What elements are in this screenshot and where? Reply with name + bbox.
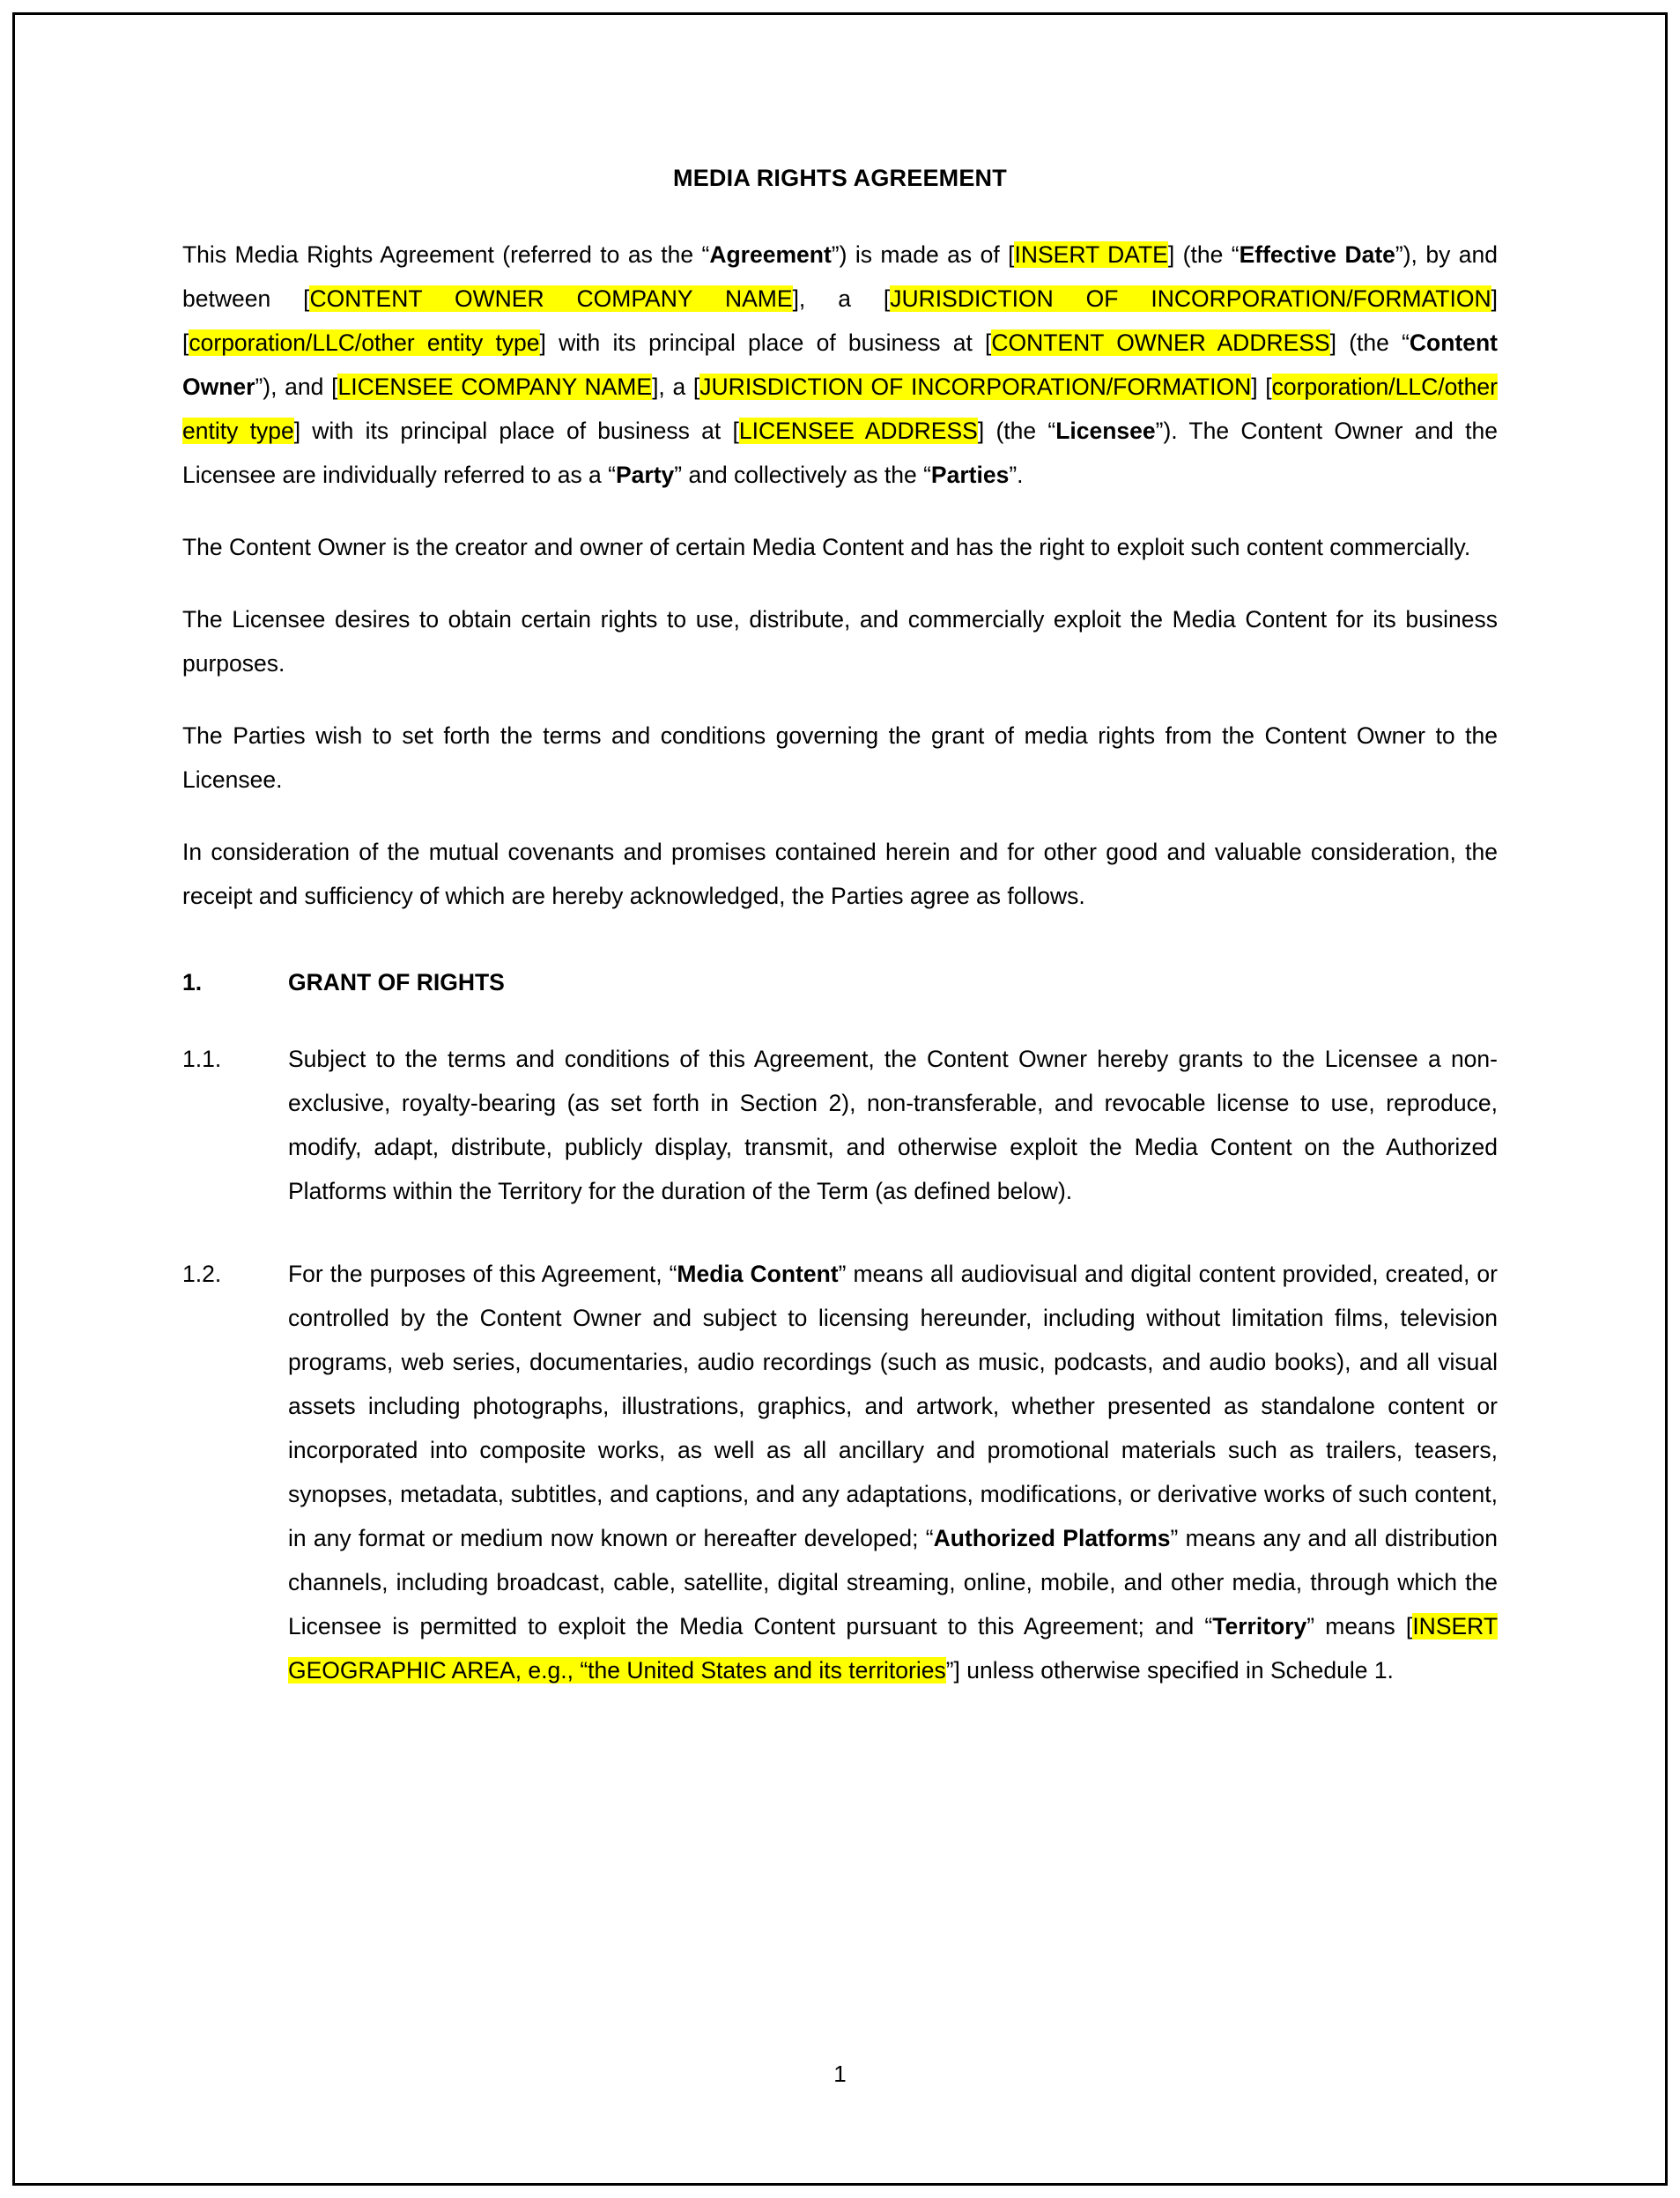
term-territory: Territory <box>1212 1613 1307 1639</box>
placeholder-content-owner-address: CONTENT OWNER ADDRESS <box>991 329 1330 356</box>
text-fragment: ], a [ <box>792 285 891 312</box>
clause-1-2 <box>182 1252 1498 1692</box>
text-fragment: This Media Rights Agreement (referred to as the “ <box>182 241 710 268</box>
term-effective-date: Effective Date <box>1239 241 1395 268</box>
clause-1-2-number: 1.2. <box>182 1261 222 1287</box>
preamble-paragraph-4: The Parties wish to set forth the terms and conditions governing the grant of media rights from the Content Owner to the Licensee. <box>182 722 1498 793</box>
text-fragment: ], a [ <box>652 374 700 400</box>
text-fragment: ” means all audiovisual and digital content provided, created, or controlled by the Content Owner and subject to licensing hereunder, including without limitation films, television programs, web series, documentaries, audio recordings (such as music, podcasts, and audio books), and all visual assets including photographs, illustrations, graphics, and artwork, whether presented as standalone content or incorporated into composite works, as well as all ancillary and promotional materials such as trailers, teasers, synopses, metadata, subtitles, and captions, and any adaptations, modifications, or derivative works of such content, in any format or medium now known or hereafter developed; “ <box>288 1261 1498 1551</box>
text-fragment: ” means [ <box>1306 1613 1413 1639</box>
placeholder-licensee-entity-type: corporation/LLC/other entity type <box>182 374 1498 444</box>
text-fragment: ] (the “ <box>1329 329 1410 356</box>
term-parties: Parties <box>930 462 1010 488</box>
clause-1-1 <box>182 1037 1498 1213</box>
term-content-owner: Content Owner <box>182 329 1498 400</box>
text-fragment: ] [ <box>182 285 1498 356</box>
text-fragment: ”). The Content Owner and the Licensee are individually referred to as a “ <box>182 418 1498 488</box>
placeholder-licensee-jurisdiction: JURISDICTION OF INCORPORATION/FORMATION <box>699 374 1252 400</box>
term-media-content: Media Content <box>677 1261 839 1287</box>
preamble-paragraph-2: The Content Owner is the creator and owner of certain Media Content and has the right to exploit such content commercially. <box>182 534 1471 560</box>
clause-1-1-number: 1.1. <box>182 1046 222 1072</box>
text-fragment: ” means any and all distribution channels, including broadcast, cable, satellite, digital streaming, online, mobile, and other media, through which the Licensee is permitted to exploit the Media Content pursuant to this Agreement; and “ <box>288 1525 1498 1639</box>
text-fragment: ] (the “ <box>977 418 1056 444</box>
placeholder-content-owner-company-name: CONTENT OWNER COMPANY NAME <box>309 285 793 312</box>
placeholder-owner-entity-type: corporation/LLC/other entity type <box>189 329 540 356</box>
placeholder-territory: INSERT GEOGRAPHIC AREA, e.g., “the United States and its territories <box>288 1613 1499 1684</box>
preamble-paragraph-5: In consideration of the mutual covenants and promises contained herein and for other good and valuable consideration, the receipt and sufficiency of which are hereby acknowledged, the Parties agree as follows. <box>182 839 1498 909</box>
document-title: MEDIA RIGHTS AGREEMENT <box>673 165 1007 191</box>
placeholder-licensee-address: LICENSEE ADDRESS <box>738 418 978 444</box>
text-fragment: ] (the “ <box>1167 241 1240 268</box>
placeholder-licensee-company-name: LICENSEE COMPANY NAME <box>337 374 653 400</box>
placeholder-insert-date: INSERT DATE <box>1014 241 1168 268</box>
preamble-paragraph-3: The Licensee desires to obtain certain rights to use, distribute, and commercially exploit the Media Content for its business purposes. <box>182 606 1498 677</box>
clause-1-1-text: Subject to the terms and conditions of this Agreement, the Content Owner hereby grants to the Licensee a non-exclusive, royalty-bearing (as set forth in Section 2), non-transferable, and revocable license to use, reproduce, modify, adapt, distribute, publicly display, transmit, and otherwise exploit the Media Content on the Authorized Platforms within the Territory for the duration of the Term (as defined below). <box>288 1046 1498 1204</box>
text-fragment: ”), and [ <box>255 374 338 400</box>
preamble-paragraph-1 <box>182 233 1498 497</box>
term-party: Party <box>615 462 675 488</box>
term-agreement: Agreement <box>709 241 832 268</box>
term-licensee: Licensee <box>1055 418 1156 444</box>
term-authorized-platforms: Authorized Platforms <box>933 1525 1171 1551</box>
text-fragment: ”), by and between [ <box>182 241 1498 312</box>
clause-1-2-text <box>288 1252 1498 1692</box>
placeholder-owner-jurisdiction: JURISDICTION OF INCORPORATION/FORMATION <box>890 285 1491 312</box>
section-1-title: GRANT OF RIGHTS <box>288 969 505 995</box>
text-fragment: ”) is made as of [ <box>831 241 1015 268</box>
section-1-heading <box>182 969 1498 996</box>
document-body <box>182 165 1498 1731</box>
section-1-number: 1. <box>182 969 203 995</box>
text-fragment: ” and collectively as the “ <box>674 462 931 488</box>
text-fragment: ”] unless otherwise specified in Schedule 1. <box>945 1657 1394 1684</box>
text-fragment: ] with its principal place of business at [ <box>539 329 992 356</box>
text-fragment: ] [ <box>1251 374 1272 400</box>
text-fragment: ”. <box>1009 462 1024 488</box>
text-fragment: For the purposes of this Agreement, “ <box>288 1261 677 1287</box>
page-number: 1 <box>833 2061 847 2087</box>
page-sheet <box>12 12 1668 2186</box>
text-fragment: ] with its principal place of business at [ <box>293 418 739 444</box>
